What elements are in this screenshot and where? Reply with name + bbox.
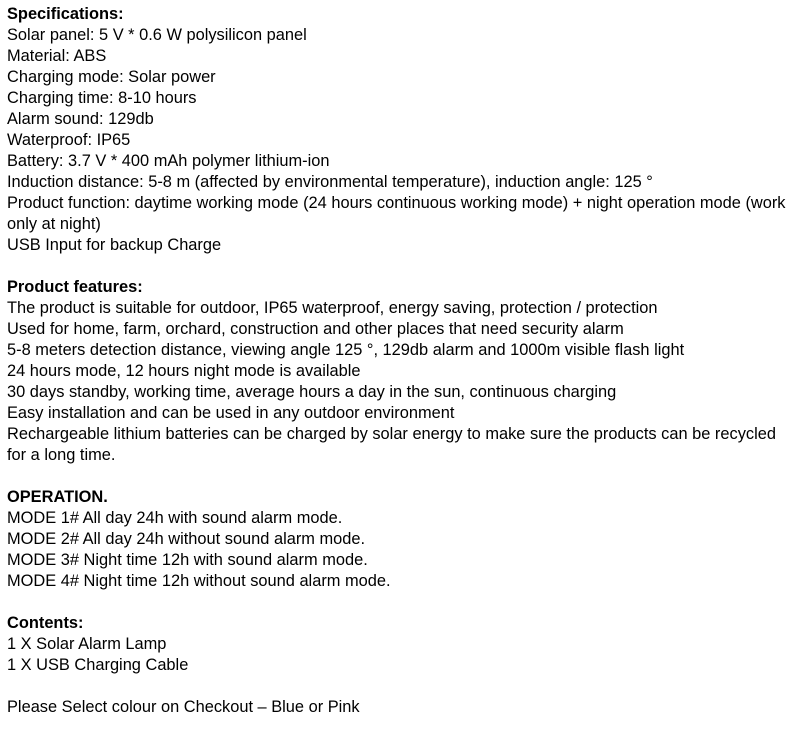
spec-line: Charging time: 8-10 hours bbox=[7, 89, 197, 107]
spec-line: Battery: 3.7 V * 400 mAh polymer lithium-ion bbox=[7, 152, 330, 170]
features-section bbox=[7, 277, 797, 466]
feature-line: 30 days standby, working time, average hours a day in the sun, continuous charging bbox=[7, 383, 617, 401]
spec-line: Solar panel: 5 V * 0.6 W polysilicon panel bbox=[7, 26, 307, 44]
feature-line: 24 hours mode, 12 hours night mode is available bbox=[7, 362, 361, 380]
section-spacer bbox=[7, 466, 797, 487]
operation-mode: MODE 4# Night time 12h without sound alarm mode. bbox=[7, 572, 391, 590]
feature-line: Used for home, farm, orchard, construction and other places that need security alarm bbox=[7, 320, 624, 338]
section-spacer bbox=[7, 256, 797, 277]
spec-line: Charging mode: Solar power bbox=[7, 68, 216, 86]
feature-rechargeable: Rechargeable lithium batteries can be charged by solar energy to make sure the products can be recycled for a long time. bbox=[7, 425, 776, 464]
operation-mode: MODE 2# All day 24h without sound alarm mode. bbox=[7, 530, 366, 548]
feature-line: Easy installation and can be used in any outdoor environment bbox=[7, 404, 455, 422]
spec-line: Alarm sound: 129db bbox=[7, 110, 154, 128]
spec-product-function: Product function: daytime working mode (24 hours continuous working mode) + night operation mode (work only at night) bbox=[7, 194, 786, 233]
spec-line: Material: ABS bbox=[7, 47, 107, 65]
operation-mode: MODE 3# Night time 12h with sound alarm mode. bbox=[7, 551, 368, 569]
contents-section bbox=[7, 613, 797, 676]
feature-line: 5-8 meters detection distance, viewing angle 125 °, 129db alarm and 1000m visible flash light bbox=[7, 341, 685, 359]
spec-usb-input: USB Input for backup Charge bbox=[7, 236, 222, 254]
feature-line: The product is suitable for outdoor, IP65 waterproof, energy saving, protection / protection bbox=[7, 299, 658, 317]
colour-selection-note: Please Select colour on Checkout – Blue or Pink bbox=[7, 698, 360, 716]
operation-mode: MODE 1# All day 24h with sound alarm mode. bbox=[7, 509, 343, 527]
contents-item: 1 X USB Charging Cable bbox=[7, 656, 189, 674]
section-spacer bbox=[7, 592, 797, 613]
contents-heading: Contents: bbox=[7, 614, 84, 632]
operation-section bbox=[7, 487, 797, 592]
spec-line: Induction distance: 5-8 m (affected by environmental temperature), induction angle: 125 ° bbox=[7, 173, 653, 191]
section-spacer bbox=[7, 676, 797, 697]
contents-item: 1 X Solar Alarm Lamp bbox=[7, 635, 167, 653]
operation-heading: OPERATION. bbox=[7, 488, 108, 506]
specifications-section bbox=[7, 4, 797, 256]
features-heading: Product features: bbox=[7, 278, 143, 296]
product-description bbox=[7, 4, 797, 718]
specifications-heading: Specifications: bbox=[7, 5, 124, 23]
spec-line: Waterproof: IP65 bbox=[7, 131, 131, 149]
